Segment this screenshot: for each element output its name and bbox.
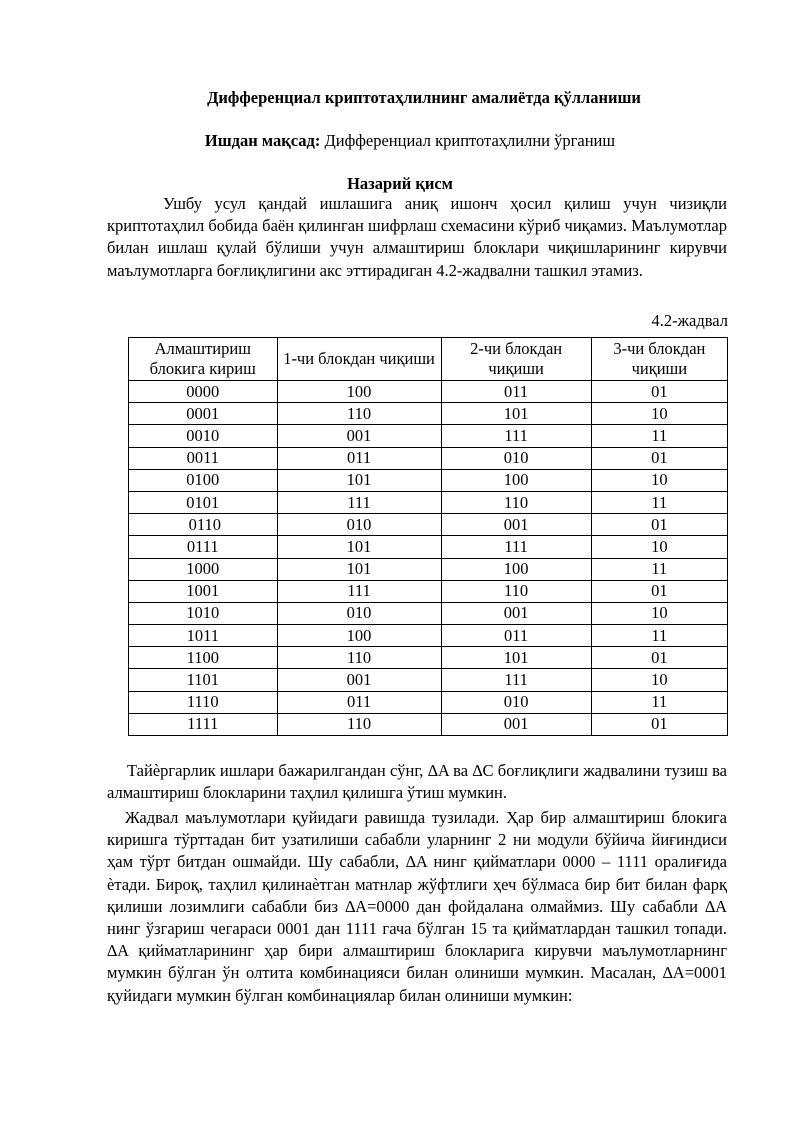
header-block3: 3-чи блокдан чиқиши: [591, 338, 727, 381]
cell-input: 1010: [129, 602, 278, 624]
table-row: [129, 425, 728, 447]
cell-block3: 01: [591, 447, 727, 469]
cell-block2: 101: [441, 403, 591, 425]
cell-block2: 001: [441, 713, 591, 735]
cell-block1: 110: [277, 647, 441, 669]
table-row: [129, 713, 728, 735]
header-input: Алмаштириш блокига кириш: [129, 338, 278, 381]
cell-block1: 101: [277, 536, 441, 558]
cell-block1: 011: [277, 447, 441, 469]
cell-block2: 010: [441, 447, 591, 469]
cell-block1: 101: [277, 469, 441, 491]
transition-paragraph: Тайѐргарлик ишлари бажарилгандан сўнг, ∆A ва ∆C боғлиқлиги жадвалини тузиш ва алмаштириш блокларини таҳлил қилишга ўтиш мумкин.: [107, 761, 727, 803]
table-header-row: [129, 338, 728, 381]
cell-block2: 010: [441, 691, 591, 713]
cell-input: 1111: [129, 713, 278, 735]
table-row: [129, 447, 728, 469]
cell-block1: 010: [277, 602, 441, 624]
cell-block2: 011: [441, 625, 591, 647]
cell-input: 1011: [129, 625, 278, 647]
cell-input: 0011: [129, 447, 278, 469]
cell-block1: 010: [277, 514, 441, 536]
section-heading: Назарий қисм: [347, 174, 453, 193]
cell-block1: 111: [277, 491, 441, 513]
cell-block2: 001: [441, 602, 591, 624]
table-row: [129, 669, 728, 691]
cell-input: 1100: [129, 647, 278, 669]
cell-block3: 11: [591, 491, 727, 513]
explanation-paragraph: Жадвал маълумотлари қуйидаги равишда тузилади. Ҳар бир алмаштириш блокига киришга тўрттадан бит узатилиши сабабли уларнинг 2 ни модули бўйича йиғиндиси ҳам тўрт битдан ошмайди. Шу сабабли, ∆A нинг қийматлари 0000 – 1111 оралиғида ѐтади. Бироқ, таҳлил қилинаѐтган матнлар жўфтлиги ҳеч бўлмаса бир бит билан фарқ қилиши лозимлиги сабабли биз ∆A=0000 дан фойдалана олмаймиз. Шу сабабли ∆A нинг ўзгариш чегараси 0001 дан 1111 гача бўлган 15 та қийматлардан ташкил топади. ∆A қийматларининг ҳар бири алмаштириш блокларига кирувчи маълумотларнинг мумкин бўлган ўн олтита комбинацияси билан олиниши мумкин. Масалан, ∆A=0001 қуйидаги мумкин бўлган комбинациялар билан олиниши мумкин:: [107, 808, 727, 1005]
cell-block3: 11: [591, 425, 727, 447]
cell-block3: 10: [591, 536, 727, 558]
cell-block2: 110: [441, 580, 591, 602]
table-row: [129, 580, 728, 602]
table-row: [129, 514, 728, 536]
cell-block3: 11: [591, 558, 727, 580]
cell-block3: 01: [591, 647, 727, 669]
goal-label: Ишдан мақсад:: [204, 131, 321, 150]
goal-text: Дифференциал криптотаҳлилни ўрганиш: [320, 131, 616, 150]
cell-block1: 100: [277, 381, 441, 403]
cell-block2: 110: [441, 491, 591, 513]
cell-input: 1001: [129, 580, 278, 602]
cell-block1: 001: [277, 669, 441, 691]
cell-block3: 10: [591, 602, 727, 624]
cell-block3: 10: [591, 469, 727, 491]
table-row: [129, 469, 728, 491]
cell-input: 0001: [129, 403, 278, 425]
cell-input: 0110: [129, 514, 278, 536]
cell-block3: 11: [591, 691, 727, 713]
cell-block2: 001: [441, 514, 591, 536]
cell-input: 1101: [129, 669, 278, 691]
table-row: [129, 602, 728, 624]
cell-block2: 100: [441, 558, 591, 580]
cell-block2: 111: [441, 669, 591, 691]
table-row: [129, 491, 728, 513]
table-row: [129, 536, 728, 558]
table-row: [129, 403, 728, 425]
cell-block3: 01: [591, 580, 727, 602]
table-row: [129, 691, 728, 713]
cell-block1: 011: [277, 691, 441, 713]
cell-input: 1110: [129, 691, 278, 713]
cell-block2: 011: [441, 381, 591, 403]
cell-block3: 01: [591, 514, 727, 536]
header-block1: 1-чи блокдан чиқиши: [277, 338, 441, 381]
cell-block3: 10: [591, 669, 727, 691]
goal-line: [0, 131, 800, 151]
table-row: [129, 625, 728, 647]
document-title: Дифференциал криптотаҳлилнинг амалиётда қўлланиши: [207, 88, 641, 107]
cell-block2: 111: [441, 425, 591, 447]
cell-block3: 01: [591, 713, 727, 735]
cell-block2: 101: [441, 647, 591, 669]
cell-block1: 101: [277, 558, 441, 580]
table-caption: 4.2-жадвал: [651, 311, 728, 330]
cell-input: 1000: [129, 558, 278, 580]
cell-input: 0111: [129, 536, 278, 558]
cell-input: 0010: [129, 425, 278, 447]
table-row: [129, 381, 728, 403]
cell-block3: 11: [591, 625, 727, 647]
intro-paragraph: Ушбу усул қандай ишлашига аниқ ишонч ҳосил қилиш учун чизиқли криптотаҳлил бобида баён қилинган шифрлаш схемасини кўриб чиқамиз. Маълумотлар билан ишлаш қулай бўлиши учун алмаштириш блоклари чиқишларининг кирувчи маълумотларга боғлиқлигини акс эттирадиган 4.2-жадвални ташкил этамиз.: [107, 194, 727, 280]
cell-input: 0000: [129, 381, 278, 403]
cell-block1: 001: [277, 425, 441, 447]
cell-block1: 100: [277, 625, 441, 647]
table-row: [129, 558, 728, 580]
cell-block3: 01: [591, 381, 727, 403]
table-row: [129, 647, 728, 669]
cell-block3: 10: [591, 403, 727, 425]
table-body: [129, 381, 728, 736]
header-block2: 2-чи блокдан чиқиши: [441, 338, 591, 381]
cell-block2: 100: [441, 469, 591, 491]
cell-block1: 110: [277, 713, 441, 735]
substitution-table: [128, 337, 728, 736]
cell-block1: 111: [277, 580, 441, 602]
cell-input: 0101: [129, 491, 278, 513]
cell-input: 0100: [129, 469, 278, 491]
cell-block2: 111: [441, 536, 591, 558]
cell-block1: 110: [277, 403, 441, 425]
